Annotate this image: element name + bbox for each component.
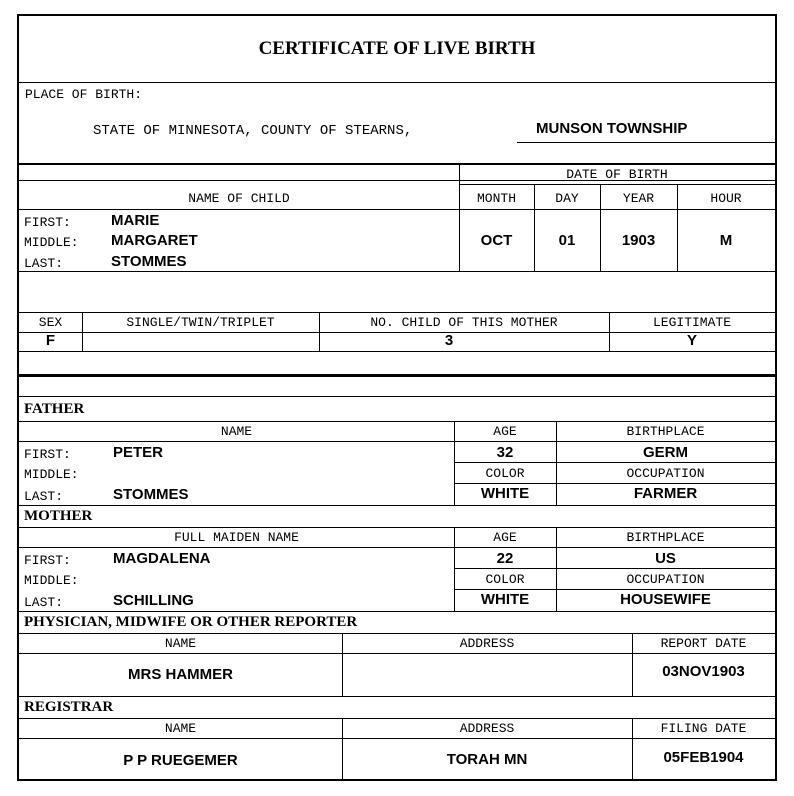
date-of-birth-header: DATE OF BIRTH xyxy=(566,167,668,182)
father-last-name: STOMMES xyxy=(113,486,189,503)
divider xyxy=(342,633,343,696)
report-date: 03NOV1903 xyxy=(662,663,745,680)
divider xyxy=(19,396,775,397)
divider xyxy=(19,696,775,697)
divider xyxy=(454,462,775,463)
divider xyxy=(19,738,775,739)
divider xyxy=(556,527,557,611)
child-first-label: FIRST: xyxy=(24,215,71,230)
father-color: WHITE xyxy=(480,485,530,502)
reporter-address-header: ADDRESS xyxy=(459,636,515,651)
divider xyxy=(609,312,610,351)
divider xyxy=(454,483,775,484)
township-value: MUNSON TOWNSHIP xyxy=(536,120,688,137)
township-underline xyxy=(517,142,775,143)
mother-last-label: LAST: xyxy=(24,595,64,610)
divider xyxy=(459,184,775,185)
legitimate-header: LEGITIMATE xyxy=(652,315,731,330)
birth-certificate xyxy=(17,14,777,781)
divider xyxy=(19,163,775,165)
divider xyxy=(19,505,775,506)
divider xyxy=(459,164,460,271)
reporter-name-header: NAME xyxy=(164,636,197,651)
mother-section-title: MOTHER xyxy=(24,508,93,524)
child-last-name: STOMMES xyxy=(111,253,187,270)
divider xyxy=(19,611,775,612)
divider xyxy=(342,718,343,779)
birth-hour: M xyxy=(719,232,733,249)
report-date-header: REPORT DATE xyxy=(660,636,747,651)
father-birthplace-header: BIRTHPLACE xyxy=(626,424,705,439)
sex-value: F xyxy=(45,332,56,349)
divider xyxy=(632,718,633,779)
name-of-child-header: NAME OF CHILD xyxy=(188,191,290,206)
child-last-label: LAST: xyxy=(24,256,64,271)
registrar-address: TORAH MN xyxy=(446,751,528,768)
sex-header: SEX xyxy=(38,315,63,330)
plurality-header: SINGLE/TWIN/TRIPLET xyxy=(126,315,275,330)
child-number-header: NO. CHILD OF THIS MOTHER xyxy=(370,315,558,330)
registrar-section-title: REGISTRAR xyxy=(24,699,114,715)
divider xyxy=(454,527,455,611)
month-header: MONTH xyxy=(476,191,516,206)
mother-age: 22 xyxy=(496,550,514,567)
mother-name-header: FULL MAIDEN NAME xyxy=(174,530,299,545)
child-middle-label: MIDDLE: xyxy=(24,235,79,250)
mother-birthplace-header: BIRTHPLACE xyxy=(626,530,705,545)
divider xyxy=(19,421,775,422)
hour-header: HOUR xyxy=(710,191,742,206)
filing-date: 05FEB1904 xyxy=(663,749,744,766)
divider xyxy=(677,184,678,271)
mother-first-label: FIRST: xyxy=(24,553,71,568)
father-section-title: FATHER xyxy=(24,401,85,417)
state-county-text: STATE OF MINNESOTA, COUNTY OF STEARNS, xyxy=(93,123,413,139)
divider xyxy=(19,209,775,210)
mother-last-name: SCHILLING xyxy=(113,592,194,609)
registrar-name-header: NAME xyxy=(164,721,197,736)
mother-color: WHITE xyxy=(480,591,530,608)
father-first-label: FIRST: xyxy=(24,447,71,462)
registrar-name: P P RUEGEMER xyxy=(123,752,238,769)
divider xyxy=(632,633,633,696)
birth-month: OCT xyxy=(480,232,513,249)
divider xyxy=(19,718,775,719)
year-header: YEAR xyxy=(622,191,655,206)
father-occupation: FARMER xyxy=(633,485,698,502)
divider xyxy=(600,184,601,271)
divider xyxy=(19,82,775,83)
divider xyxy=(19,351,775,352)
reporter-name: MRS HAMMER xyxy=(128,666,233,683)
father-age: 32 xyxy=(496,444,514,461)
father-name-header: NAME xyxy=(220,424,253,439)
certificate-title: CERTIFICATE OF LIVE BIRTH xyxy=(258,38,536,59)
divider xyxy=(19,374,775,377)
reporter-section-title: PHYSICIAN, MIDWIFE OR OTHER REPORTER xyxy=(24,614,358,630)
day-header: DAY xyxy=(555,191,579,206)
father-age-header: AGE xyxy=(493,424,517,439)
birth-day: 01 xyxy=(558,232,576,249)
divider xyxy=(19,547,775,548)
divider xyxy=(19,441,775,442)
mother-age-header: AGE xyxy=(493,530,517,545)
father-occupation-header: OCCUPATION xyxy=(626,466,705,481)
divider xyxy=(454,421,455,505)
divider xyxy=(19,633,775,634)
mother-middle-label: MIDDLE: xyxy=(24,573,79,588)
father-middle-label: MIDDLE: xyxy=(24,467,79,482)
divider xyxy=(454,589,775,590)
mother-occupation: HOUSEWIFE xyxy=(620,591,711,608)
child-number-value: 3 xyxy=(444,332,454,349)
divider xyxy=(19,653,775,654)
divider xyxy=(556,421,557,505)
divider xyxy=(82,312,83,351)
divider xyxy=(454,568,775,569)
filing-date-header: FILING DATE xyxy=(660,721,747,736)
child-middle-name: MARGARET xyxy=(111,232,198,249)
legitimate-value: Y xyxy=(686,332,697,349)
birth-year: 1903 xyxy=(621,232,656,249)
place-of-birth-label: PLACE OF BIRTH: xyxy=(25,87,143,102)
mother-birthplace: US xyxy=(655,550,676,567)
mother-occupation-header: OCCUPATION xyxy=(626,572,705,587)
father-last-label: LAST: xyxy=(24,489,64,504)
mother-color-header: COLOR xyxy=(485,572,525,587)
mother-first-name: MAGDALENA xyxy=(113,550,211,567)
father-birthplace: GERM xyxy=(643,444,688,461)
child-first-name: MARIE xyxy=(111,212,160,229)
divider xyxy=(19,527,775,528)
registrar-address-header: ADDRESS xyxy=(459,721,515,736)
father-color-header: COLOR xyxy=(485,466,525,481)
divider xyxy=(534,184,535,271)
divider xyxy=(19,271,775,272)
father-first-name: PETER xyxy=(113,444,164,461)
divider xyxy=(19,312,775,313)
divider xyxy=(319,312,320,351)
